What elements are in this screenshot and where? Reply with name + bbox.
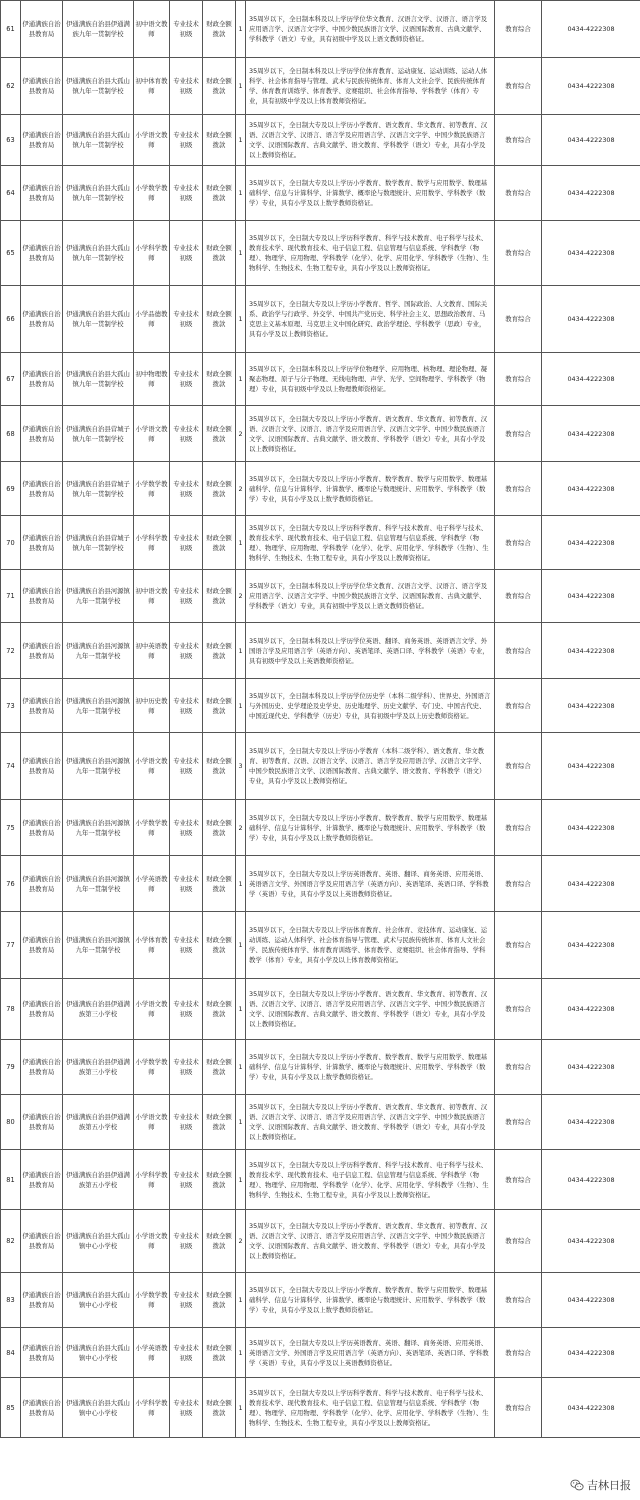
unit-cell: 伊通满族自治县营城子镇九年一贯制学校 bbox=[63, 462, 134, 516]
exam-subject-cell: 教育综合 bbox=[495, 856, 542, 912]
row-number: 77 bbox=[1, 912, 21, 979]
unit-cell: 伊通满族自治县河源镇九年一贯制学校 bbox=[63, 800, 134, 856]
quota-cell: 1 bbox=[236, 353, 246, 406]
post-type-cell: 专业技术初级 bbox=[170, 1040, 203, 1095]
table-row bbox=[1, 623, 640, 679]
exam-subject-cell: 教育综合 bbox=[495, 623, 542, 679]
department-cell: 伊通满族自治县教育局 bbox=[21, 733, 63, 800]
funding-cell: 财政全额拨款 bbox=[203, 516, 236, 570]
funding-cell: 财政全额拨款 bbox=[203, 58, 236, 115]
post-type-cell: 专业技术初级 bbox=[170, 166, 203, 221]
funding-cell: 财政全额拨款 bbox=[203, 1150, 236, 1210]
requirements-cell: 35周岁以下，全日制本科及以上学历学位物理学、应用物理、核物理、理论物理、凝聚态物理、原子与分子物理、无线电物理、声学、光学、空间物理学、学科教学（物理）专业，具有初级中学及以上物理教师资格证。 bbox=[246, 353, 495, 406]
phone-cell: 0434-4222308 bbox=[542, 462, 640, 516]
unit-cell: 伊通满族自治县伊通满族第五小学校 bbox=[63, 1095, 134, 1150]
quota-cell: 2 bbox=[236, 1210, 246, 1273]
post-type-cell: 专业技术初级 bbox=[170, 115, 203, 166]
funding-cell: 财政全额拨款 bbox=[203, 166, 236, 221]
wechat-icon bbox=[570, 1478, 584, 1492]
quota-cell: 1 bbox=[236, 912, 246, 979]
post-type-cell: 专业技术初级 bbox=[170, 221, 203, 286]
table-row bbox=[1, 166, 640, 221]
phone-cell: 0434-4222308 bbox=[542, 286, 640, 353]
phone-cell: 0434-4222308 bbox=[542, 912, 640, 979]
funding-cell: 财政全额拨款 bbox=[203, 1210, 236, 1273]
exam-subject-cell: 教育综合 bbox=[495, 1040, 542, 1095]
department-cell: 伊通满族自治县教育局 bbox=[21, 58, 63, 115]
requirements-cell: 35周岁以下，全日制大专及以上学历英语教育、英语、翻译、商务英语、应用英语、英语语言文学、外国语言学及应用语言学（英语方向）、英语笔译、英语口译、学科教学（英语）专业，具有小学及以上英语教师资格证。 bbox=[246, 856, 495, 912]
department-cell: 伊通满族自治县教育局 bbox=[21, 623, 63, 679]
unit-cell: 伊通满族自治县河源镇九年一贯制学校 bbox=[63, 570, 134, 623]
row-number: 71 bbox=[1, 570, 21, 623]
table-row bbox=[1, 733, 640, 800]
funding-cell: 财政全额拨款 bbox=[203, 1040, 236, 1095]
requirements-cell: 35周岁以下，全日制大专及以上学历小学教育、语文教育、华文教育、初等教育、汉语、汉语言文学、汉语言、语言学及应用语言学、汉语言文字学、中国少数民族语言文学、汉语国际教育、古典文献学、语文教育、学科教学（语文）专业，具有小学及以上教师资格证。 bbox=[246, 979, 495, 1040]
department-cell: 伊通满族自治县教育局 bbox=[21, 406, 63, 462]
post-cell: 小学数学教师 bbox=[134, 166, 170, 221]
post-cell: 初中体育教师 bbox=[134, 58, 170, 115]
table-row bbox=[1, 353, 640, 406]
post-cell: 初中语文教师 bbox=[134, 1, 170, 58]
table-row bbox=[1, 800, 640, 856]
exam-subject-cell: 教育综合 bbox=[495, 912, 542, 979]
post-type-cell: 专业技术初级 bbox=[170, 623, 203, 679]
post-cell: 小学科学教师 bbox=[134, 1378, 170, 1438]
unit-cell: 伊通满族自治县大孤山镇九年一贯制学校 bbox=[63, 58, 134, 115]
row-number: 72 bbox=[1, 623, 21, 679]
exam-subject-cell: 教育综合 bbox=[495, 462, 542, 516]
post-type-cell: 专业技术初级 bbox=[170, 462, 203, 516]
exam-subject-cell: 教育综合 bbox=[495, 1, 542, 58]
quota-cell: 1 bbox=[236, 1150, 246, 1210]
post-type-cell: 专业技术初级 bbox=[170, 58, 203, 115]
unit-cell: 伊通满族自治县大孤山镇中心小学校 bbox=[63, 1273, 134, 1328]
department-cell: 伊通满族自治县教育局 bbox=[21, 1150, 63, 1210]
post-cell: 小学语文教师 bbox=[134, 1210, 170, 1273]
requirements-cell: 35周岁以下，全日制大专及以上学历小学教育（本科二级学科）、语文教育、华文教育、初等教育、汉语、汉语言文学、汉语言、语言学及应用语言学、汉语言文字学、中国少数民族语言文学、汉语国际教育、古典文献学、语文教育、学科教学（语文）专业，具有小学及以上教师资格证。 bbox=[246, 733, 495, 800]
unit-cell: 伊通满族自治县河源镇九年一贯制学校 bbox=[63, 912, 134, 979]
unit-cell: 伊通满族自治县大孤山镇九年一贯制学校 bbox=[63, 115, 134, 166]
row-number: 66 bbox=[1, 286, 21, 353]
table-row bbox=[1, 115, 640, 166]
requirements-cell: 35周岁以下，全日制大专及以上学历小学教育、语文教育、华文教育、初等教育、汉语、汉语言文学、汉语言、语言学及应用语言学、汉语言文字学、中国少数民族语言文学、汉语国际教育、古典文献学、语文教育、学科教学（语文）专业，具有小学及以上教师资格证。 bbox=[246, 1095, 495, 1150]
department-cell: 伊通满族自治县教育局 bbox=[21, 1040, 63, 1095]
quota-cell: 1 bbox=[236, 1040, 246, 1095]
phone-cell: 0434-4222308 bbox=[542, 979, 640, 1040]
unit-cell: 伊通满族自治县河源镇九年一贯制学校 bbox=[63, 679, 134, 733]
unit-cell: 伊通满族自治县大孤山镇中心小学校 bbox=[63, 1378, 134, 1438]
row-number: 73 bbox=[1, 679, 21, 733]
funding-cell: 财政全额拨款 bbox=[203, 623, 236, 679]
department-cell: 伊通满族自治县教育局 bbox=[21, 462, 63, 516]
requirements-cell: 35周岁以下，全日制大专及以上学历科学教育、科学与技术教育、电子科学与技术、教育技术学、现代教育技术、电子信息工程、信息管理与信息系统、学科教学（物理）、物理学、应用物理、学科教学（化学）、化学、应用化学、学科教学（生物）、生物科学、生物技术、生物工程专业，具有小学及以上教师资格证。 bbox=[246, 1150, 495, 1210]
funding-cell: 财政全额拨款 bbox=[203, 462, 236, 516]
watermark-text: 吉林日报 bbox=[587, 1479, 631, 1492]
post-cell: 小学语文教师 bbox=[134, 733, 170, 800]
requirements-cell: 35周岁以下，全日制大专及以上学历小学教育、数学教育、数学与应用数学、数理基础科学、信息与计算科学、计算数学、概率论与数理统计、应用数学、学科教学（数学）专业，具有小学及以上数学教师资格证。 bbox=[246, 800, 495, 856]
quota-cell: 1 bbox=[236, 856, 246, 912]
department-cell: 伊通满族自治县教育局 bbox=[21, 115, 63, 166]
phone-cell: 0434-4222308 bbox=[542, 1095, 640, 1150]
table-row bbox=[1, 912, 640, 979]
phone-cell: 0434-4222308 bbox=[542, 1040, 640, 1095]
requirements-cell: 35周岁以下，全日制大专及以上学历科学教育、科学与技术教育、电子科学与技术、教育技术学、现代教育技术、电子信息工程、信息管理与信息系统、学科教学（物理）、物理学、应用物理、学科教学（化学）、化学、应用化学、学科教学（生物）、生物科学、生物技术、生物工程专业，具有小学及以上教师资格证。 bbox=[246, 516, 495, 570]
phone-cell: 0434-4222308 bbox=[542, 353, 640, 406]
table-row bbox=[1, 856, 640, 912]
phone-cell: 0434-4222308 bbox=[542, 58, 640, 115]
table-row bbox=[1, 979, 640, 1040]
quota-cell: 1 bbox=[236, 1328, 246, 1378]
exam-subject-cell: 教育综合 bbox=[495, 286, 542, 353]
row-number: 65 bbox=[1, 221, 21, 286]
phone-cell: 0434-4222308 bbox=[542, 800, 640, 856]
unit-cell: 伊通满族自治县大孤山镇中心小学校 bbox=[63, 1210, 134, 1273]
department-cell: 伊通满族自治县教育局 bbox=[21, 1210, 63, 1273]
funding-cell: 财政全额拨款 bbox=[203, 115, 236, 166]
requirements-cell: 35周岁以下，全日制大专及以上学历小学教育、语文教育、华文教育、初等教育、汉语、汉语言文学、汉语言、语言学及应用语言学、汉语言文字学、中国少数民族语言文学、汉语国际教育、古典文献学、语文教育、学科教学（语文）专业，具有小学及以上教师资格证。 bbox=[246, 115, 495, 166]
funding-cell: 财政全额拨款 bbox=[203, 286, 236, 353]
table-row bbox=[1, 679, 640, 733]
quota-cell: 1 bbox=[236, 1378, 246, 1438]
exam-subject-cell: 教育综合 bbox=[495, 353, 542, 406]
unit-cell: 伊通满族自治县营城子镇九年一贯制学校 bbox=[63, 516, 134, 570]
exam-subject-cell: 教育综合 bbox=[495, 406, 542, 462]
unit-cell: 伊通满族自治县河源镇九年一贯制学校 bbox=[63, 733, 134, 800]
department-cell: 伊通满族自治县教育局 bbox=[21, 979, 63, 1040]
exam-subject-cell: 教育综合 bbox=[495, 1150, 542, 1210]
post-cell: 小学语文教师 bbox=[134, 115, 170, 166]
post-cell: 小学数学教师 bbox=[134, 1040, 170, 1095]
department-cell: 伊通满族自治县教育局 bbox=[21, 166, 63, 221]
phone-cell: 0434-4222308 bbox=[542, 1, 640, 58]
requirements-cell: 35周岁以下，全日制大专及以上学历小学教育、数学教育、数学与应用数学、数理基础科学、信息与计算科学、计算数学、概率论与数理统计、应用数学、学科教学（数学）专业，具有小学及以上数学教师资格证。 bbox=[246, 166, 495, 221]
exam-subject-cell: 教育综合 bbox=[495, 1378, 542, 1438]
funding-cell: 财政全额拨款 bbox=[203, 570, 236, 623]
row-number: 70 bbox=[1, 516, 21, 570]
unit-cell: 伊通满族自治县大孤山镇九年一贯制学校 bbox=[63, 221, 134, 286]
phone-cell: 0434-4222308 bbox=[542, 221, 640, 286]
post-cell: 小学语文教师 bbox=[134, 979, 170, 1040]
exam-subject-cell: 教育综合 bbox=[495, 570, 542, 623]
funding-cell: 财政全额拨款 bbox=[203, 1378, 236, 1438]
table-row bbox=[1, 1210, 640, 1273]
post-cell: 小学英语教师 bbox=[134, 1328, 170, 1378]
post-type-cell: 专业技术初级 bbox=[170, 800, 203, 856]
row-number: 61 bbox=[1, 1, 21, 58]
row-number: 74 bbox=[1, 733, 21, 800]
phone-cell: 0434-4222308 bbox=[542, 679, 640, 733]
quota-cell: 1 bbox=[236, 115, 246, 166]
department-cell: 伊通满族自治县教育局 bbox=[21, 516, 63, 570]
requirements-cell: 35周岁以下，全日制大专及以上学历科学教育、科学与技术教育、电子科学与技术、教育技术学、现代教育技术、电子信息工程、信息管理与信息系统、学科教学（物理）、物理学、应用物理、学科教学（化学）、化学、应用化学、学科教学（生物）、生物科学、生物技术、生物工程专业，具有小学及以上教师资格证。 bbox=[246, 1378, 495, 1438]
quota-cell: 2 bbox=[236, 800, 246, 856]
post-type-cell: 专业技术初级 bbox=[170, 679, 203, 733]
exam-subject-cell: 教育综合 bbox=[495, 1273, 542, 1328]
department-cell: 伊通满族自治县教育局 bbox=[21, 1273, 63, 1328]
phone-cell: 0434-4222308 bbox=[542, 1328, 640, 1378]
table-row bbox=[1, 516, 640, 570]
funding-cell: 财政全额拨款 bbox=[203, 856, 236, 912]
requirements-cell: 35周岁以下，全日制大专及以上学历英语教育、英语、翻译、商务英语、应用英语、英语语言文学、外国语言学及应用语言学（英语方向）、英语笔译、英语口译、学科教学（英语）专业，具有小学及以上英语教师资格证。 bbox=[246, 1328, 495, 1378]
post-cell: 小学科学教师 bbox=[134, 1150, 170, 1210]
post-type-cell: 专业技术初级 bbox=[170, 1210, 203, 1273]
table-row bbox=[1, 221, 640, 286]
funding-cell: 财政全额拨款 bbox=[203, 1328, 236, 1378]
requirements-cell: 35周岁以下，全日制本科及以上学历学位英语、翻译、商务英语、英语语言文学、外国语言学及应用语言学（英语方向）、英语笔译、英语口译、学科教学（英语）专业，具有初级中学及以上英语教师资格证。 bbox=[246, 623, 495, 679]
exam-subject-cell: 教育综合 bbox=[495, 979, 542, 1040]
funding-cell: 财政全额拨款 bbox=[203, 1, 236, 58]
post-type-cell: 专业技术初级 bbox=[170, 979, 203, 1040]
funding-cell: 财政全额拨款 bbox=[203, 800, 236, 856]
post-cell: 小学科学教师 bbox=[134, 221, 170, 286]
exam-subject-cell: 教育综合 bbox=[495, 733, 542, 800]
table-row bbox=[1, 1328, 640, 1378]
exam-subject-cell: 教育综合 bbox=[495, 679, 542, 733]
row-number: 68 bbox=[1, 406, 21, 462]
exam-subject-cell: 教育综合 bbox=[495, 115, 542, 166]
department-cell: 伊通满族自治县教育局 bbox=[21, 856, 63, 912]
quota-cell: 1 bbox=[236, 1095, 246, 1150]
exam-subject-cell: 教育综合 bbox=[495, 1328, 542, 1378]
watermark bbox=[567, 1476, 634, 1494]
unit-cell: 伊通满族自治县伊通满族九年一贯制学校 bbox=[63, 1, 134, 58]
post-cell: 小学体育教师 bbox=[134, 912, 170, 979]
phone-cell: 0434-4222308 bbox=[542, 623, 640, 679]
table-row bbox=[1, 58, 640, 115]
post-cell: 小学数学教师 bbox=[134, 462, 170, 516]
post-type-cell: 专业技术初级 bbox=[170, 733, 203, 800]
requirements-cell: 35周岁以下，全日制本科及以上学历学位历史学（本科二级学科）、世界史、外国语言与外国历史、史学理论及史学史、历史地理学、历史文献学、专门史、中国古代史、中国近现代史、学科教学（历史）专业，具有初级中学及以上历史教师资格证。 bbox=[246, 679, 495, 733]
exam-subject-cell: 教育综合 bbox=[495, 1095, 542, 1150]
post-cell: 初中物理教师 bbox=[134, 353, 170, 406]
table-row bbox=[1, 286, 640, 353]
phone-cell: 0434-4222308 bbox=[542, 1150, 640, 1210]
post-type-cell: 专业技术初级 bbox=[170, 570, 203, 623]
department-cell: 伊通满族自治县教育局 bbox=[21, 286, 63, 353]
funding-cell: 财政全额拨款 bbox=[203, 353, 236, 406]
row-number: 81 bbox=[1, 1150, 21, 1210]
row-number: 82 bbox=[1, 1210, 21, 1273]
table-row bbox=[1, 406, 640, 462]
post-type-cell: 专业技术初级 bbox=[170, 1150, 203, 1210]
quota-cell: 2 bbox=[236, 462, 246, 516]
department-cell: 伊通满族自治县教育局 bbox=[21, 221, 63, 286]
table-row bbox=[1, 570, 640, 623]
quota-cell: 1 bbox=[236, 1, 246, 58]
quota-cell: 1 bbox=[236, 516, 246, 570]
row-number: 75 bbox=[1, 800, 21, 856]
phone-cell: 0434-4222308 bbox=[542, 1273, 640, 1328]
phone-cell: 0434-4222308 bbox=[542, 1210, 640, 1273]
phone-cell: 0434-4222308 bbox=[542, 1378, 640, 1438]
post-type-cell: 专业技术初级 bbox=[170, 1095, 203, 1150]
funding-cell: 财政全额拨款 bbox=[203, 221, 236, 286]
row-number: 62 bbox=[1, 58, 21, 115]
requirements-cell: 35周岁以下，全日制本科及以上学历学位华文教育、汉语言文学、汉语言、语言学及应用语言学、汉语言文字学、中国少数民族语言文学、汉语国际教育、古典文献学、学科教学（语文）专业，具有初级中学及以上语文教师资格证。 bbox=[246, 1, 495, 58]
unit-cell: 伊通满族自治县伊通满族第三小学校 bbox=[63, 1040, 134, 1095]
phone-cell: 0434-4222308 bbox=[542, 733, 640, 800]
post-cell: 小学语文教师 bbox=[134, 1095, 170, 1150]
post-cell: 小学品德教师 bbox=[134, 286, 170, 353]
requirements-cell: 35周岁以下，全日制本科及以上学历学位华文教育、汉语言文学、汉语言、语言学及应用语言学、汉语言文字学、中国少数民族语言文学、汉语国际教育、古典文献学、学科教学（语文）专业，具有初级中学及以上语文教师资格证。 bbox=[246, 570, 495, 623]
unit-cell: 伊通满族自治县大孤山镇中心小学校 bbox=[63, 1328, 134, 1378]
post-type-cell: 专业技术初级 bbox=[170, 1273, 203, 1328]
table-row bbox=[1, 1150, 640, 1210]
row-number: 63 bbox=[1, 115, 21, 166]
funding-cell: 财政全额拨款 bbox=[203, 979, 236, 1040]
quota-cell: 1 bbox=[236, 979, 246, 1040]
department-cell: 伊通满族自治县教育局 bbox=[21, 679, 63, 733]
table-row bbox=[1, 462, 640, 516]
row-number: 64 bbox=[1, 166, 21, 221]
unit-cell: 伊通满族自治县河源镇九年一贯制学校 bbox=[63, 856, 134, 912]
funding-cell: 财政全额拨款 bbox=[203, 1095, 236, 1150]
row-number: 78 bbox=[1, 979, 21, 1040]
funding-cell: 财政全额拨款 bbox=[203, 679, 236, 733]
post-cell: 初中语文教师 bbox=[134, 570, 170, 623]
table-row bbox=[1, 1, 640, 58]
requirements-cell: 35周岁以下，全日制大专及以上学历科学教育、科学与技术教育、电子科学与技术、教育技术学、现代教育技术、电子信息工程、信息管理与信息系统、学科教学（物理）、物理学、应用物理、学科教学（化学）、化学、应用化学、学科教学（生物）、生物科学、生物技术、生物工程专业，具有小学及以上教师资格证。 bbox=[246, 221, 495, 286]
post-cell: 初中英语教师 bbox=[134, 623, 170, 679]
phone-cell: 0434-4222308 bbox=[542, 115, 640, 166]
requirements-cell: 35周岁以下，全日制本科及以上学历学位体育教育、运动康复、运动训练、运动人体科学、社会体育指导与管理、武术与民族传统体育、体育人文社会学、民族传统体育学、体育教育训练学、体育教学、竞赛组织、社会体育指导、学科教学（体育）专业，具有初级中学及以上体育教师资格证。 bbox=[246, 58, 495, 115]
post-cell: 小学数学教师 bbox=[134, 800, 170, 856]
table-row bbox=[1, 1095, 640, 1150]
post-type-cell: 专业技术初级 bbox=[170, 1328, 203, 1378]
funding-cell: 财政全额拨款 bbox=[203, 733, 236, 800]
quota-cell: 1 bbox=[236, 623, 246, 679]
post-type-cell: 专业技术初级 bbox=[170, 1378, 203, 1438]
phone-cell: 0434-4222308 bbox=[542, 856, 640, 912]
phone-cell: 0434-4222308 bbox=[542, 166, 640, 221]
exam-subject-cell: 教育综合 bbox=[495, 166, 542, 221]
unit-cell: 伊通满族自治县大孤山镇九年一贯制学校 bbox=[63, 353, 134, 406]
exam-subject-cell: 教育综合 bbox=[495, 1210, 542, 1273]
unit-cell: 伊通满族自治县营城子镇九年一贯制学校 bbox=[63, 406, 134, 462]
post-cell: 小学语文教师 bbox=[134, 406, 170, 462]
post-type-cell: 专业技术初级 bbox=[170, 1, 203, 58]
department-cell: 伊通满族自治县教育局 bbox=[21, 800, 63, 856]
exam-subject-cell: 教育综合 bbox=[495, 58, 542, 115]
quota-cell: 1 bbox=[236, 1273, 246, 1328]
quota-cell: 2 bbox=[236, 406, 246, 462]
department-cell: 伊通满族自治县教育局 bbox=[21, 570, 63, 623]
post-type-cell: 专业技术初级 bbox=[170, 912, 203, 979]
quota-cell: 1 bbox=[236, 286, 246, 353]
funding-cell: 财政全额拨款 bbox=[203, 406, 236, 462]
table-body bbox=[1, 1, 640, 1438]
requirements-cell: 35周岁以下，全日制大专及以上学历小学教育、数学教育、数学与应用数学、数理基础科学、信息与计算科学、计算数学、概率论与数理统计、应用数学、学科教学（数学）专业，具有小学及以上数学教师资格证。 bbox=[246, 462, 495, 516]
department-cell: 伊通满族自治县教育局 bbox=[21, 912, 63, 979]
row-number: 84 bbox=[1, 1328, 21, 1378]
post-type-cell: 专业技术初级 bbox=[170, 516, 203, 570]
quota-cell: 1 bbox=[236, 679, 246, 733]
quota-cell: 1 bbox=[236, 166, 246, 221]
funding-cell: 财政全额拨款 bbox=[203, 1273, 236, 1328]
requirements-cell: 35周岁以下，全日制大专及以上学历小学教育、语文教育、华文教育、初等教育、汉语、汉语言文学、汉语言、语言学及应用语言学、汉语言文字学、中国少数民族语言文学、汉语国际教育、古典文献学、语文教育、学科教学（语文）专业，具有小学及以上教师资格证。 bbox=[246, 1210, 495, 1273]
requirements-cell: 35周岁以下，全日制大专及以上学历小学教育、哲学、国际政治、人文教育、国际关系、政治学与行政学、外交学、中国共产党历史、科学社会主义、思想政治教育、马克思主义基本原理、马克思主义中国化研究、政治学理论、学科教学（思政）专业，具有小学及以上教师资格证。 bbox=[246, 286, 495, 353]
row-number: 69 bbox=[1, 462, 21, 516]
post-type-cell: 专业技术初级 bbox=[170, 353, 203, 406]
phone-cell: 0434-4222308 bbox=[542, 516, 640, 570]
row-number: 76 bbox=[1, 856, 21, 912]
department-cell: 伊通满族自治县教育局 bbox=[21, 1378, 63, 1438]
requirements-cell: 35周岁以下，全日制大专及以上学历小学教育、数学教育、数学与应用数学、数理基础科学、信息与计算科学、计算数学、概率论与数理统计、应用数学、学科教学（数学）专业，具有小学及以上数学教师资格证。 bbox=[246, 1040, 495, 1095]
table-row bbox=[1, 1378, 640, 1438]
row-number: 83 bbox=[1, 1273, 21, 1328]
row-number: 85 bbox=[1, 1378, 21, 1438]
table-row bbox=[1, 1273, 640, 1328]
row-number: 80 bbox=[1, 1095, 21, 1150]
unit-cell: 伊通满族自治县大孤山镇九年一贯制学校 bbox=[63, 166, 134, 221]
requirements-cell: 35周岁以下，全日制大专及以上学历小学教育、数学教育、数学与应用数学、数理基础科学、信息与计算科学、计算数学、概率论与数理统计、应用数学、学科教学（数学）专业，具有小学及以上数学教师资格证。 bbox=[246, 1273, 495, 1328]
exam-subject-cell: 教育综合 bbox=[495, 221, 542, 286]
phone-cell: 0434-4222308 bbox=[542, 570, 640, 623]
post-cell: 小学数学教师 bbox=[134, 1273, 170, 1328]
post-cell: 小学英语教师 bbox=[134, 856, 170, 912]
phone-cell: 0434-4222308 bbox=[542, 406, 640, 462]
department-cell: 伊通满族自治县教育局 bbox=[21, 1095, 63, 1150]
unit-cell: 伊通满族自治县伊通满族第三小学校 bbox=[63, 979, 134, 1040]
quota-cell: 1 bbox=[236, 58, 246, 115]
quota-cell: 1 bbox=[236, 221, 246, 286]
post-type-cell: 专业技术初级 bbox=[170, 856, 203, 912]
row-number: 67 bbox=[1, 353, 21, 406]
funding-cell: 财政全额拨款 bbox=[203, 912, 236, 979]
post-type-cell: 专业技术初级 bbox=[170, 406, 203, 462]
requirements-cell: 35周岁以下，全日制大专及以上学历体育教育、社会体育、竞技体育、运动康复、运动训练、运动人体科学、社会体育指导与管理、武术与民族传统体育、体育人文社会学、民族传统体育学、体育教育训练学、体育教学、竞赛组织、社会体育指导、学科教学（体育）专业，具有小学及以上体育教师资格证。 bbox=[246, 912, 495, 979]
exam-subject-cell: 教育综合 bbox=[495, 800, 542, 856]
unit-cell: 伊通满族自治县伊通满族第五小学校 bbox=[63, 1150, 134, 1210]
row-number: 79 bbox=[1, 1040, 21, 1095]
quota-cell: 2 bbox=[236, 570, 246, 623]
exam-subject-cell: 教育综合 bbox=[495, 516, 542, 570]
requirements-cell: 35周岁以下，全日制大专及以上学历小学教育、语文教育、华文教育、初等教育、汉语、汉语言文学、汉语言、语言学及应用语言学、汉语言文字学、中国少数民族语言文学、汉语国际教育、古典文献学、语文教育、学科教学（语文）专业，具有小学及以上教师资格证。 bbox=[246, 406, 495, 462]
post-cell: 小学科学教师 bbox=[134, 516, 170, 570]
table-row bbox=[1, 1040, 640, 1095]
quota-cell: 3 bbox=[236, 733, 246, 800]
post-cell: 初中历史教师 bbox=[134, 679, 170, 733]
unit-cell: 伊通满族自治县大孤山镇九年一贯制学校 bbox=[63, 286, 134, 353]
department-cell: 伊通满族自治县教育局 bbox=[21, 1328, 63, 1378]
post-type-cell: 专业技术初级 bbox=[170, 286, 203, 353]
unit-cell: 伊通满族自治县河源镇九年一贯制学校 bbox=[63, 623, 134, 679]
department-cell: 伊通满族自治县教育局 bbox=[21, 1, 63, 58]
department-cell: 伊通满族自治县教育局 bbox=[21, 353, 63, 406]
